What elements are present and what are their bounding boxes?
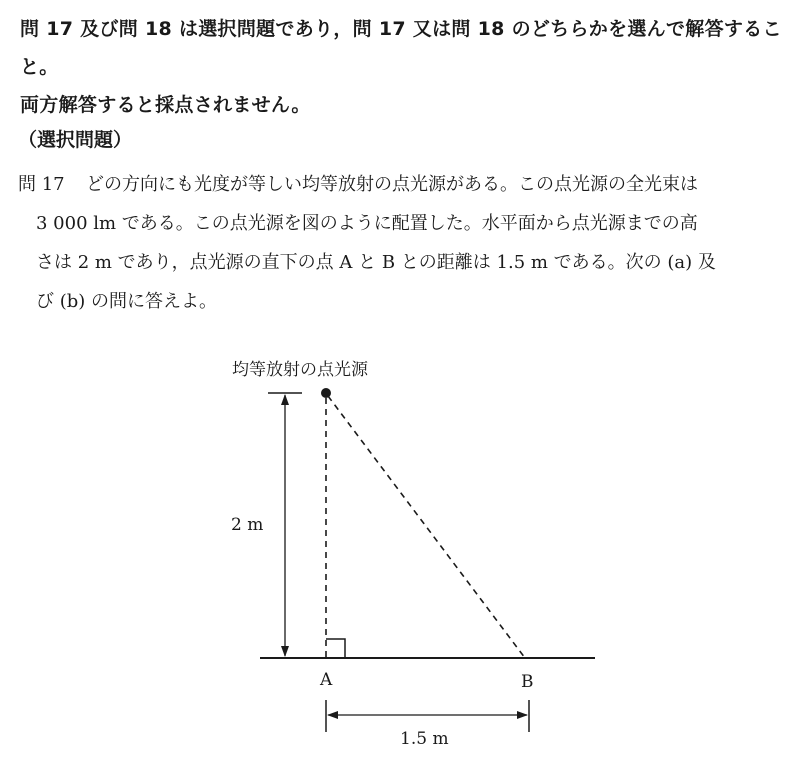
distance-arrow-right (517, 711, 528, 719)
point-a-label: A (320, 670, 333, 690)
height-arrow-top (281, 394, 289, 405)
point-light-source (321, 388, 331, 398)
problem-line-2: 3 000 lm である。この点光源を図のように配置した。水平面から点光源までの高 (36, 213, 698, 234)
height-label: 2 m (231, 515, 264, 535)
problem-line-3: さは 2 m であり，点光源の直下の点 A と B との距離は 1.5 m である。次の (a) 及 (36, 252, 716, 273)
problem-number: 問 17 (18, 174, 65, 195)
right-angle-mark (326, 639, 345, 658)
source-label: 均等放射の点光源 (232, 360, 368, 380)
slant-dashed-line (328, 396, 525, 658)
instructions (20, 10, 790, 124)
height-arrow-bottom (281, 646, 289, 657)
section-label: （選択問題） (18, 129, 133, 151)
distance-arrow-left (327, 711, 338, 719)
problem-line-4: び (b) の問に答えよ。 (36, 291, 218, 312)
distance-label: 1.5 m (400, 729, 449, 749)
point-b-label: B (521, 672, 534, 692)
figure (0, 345, 801, 765)
instructions-line-1: 問 17 及び問 18 は選択問題であり，問 17 又は問 18 のどちらかを選んで解答すること。 (20, 18, 782, 78)
instructions-line-2: 両方解答すると採点されません。 (20, 94, 311, 116)
problem-line-1: どの方向にも光度が等しい均等放射の点光源がある。この点光源の全光束は (86, 174, 698, 195)
problem-text (18, 165, 788, 321)
